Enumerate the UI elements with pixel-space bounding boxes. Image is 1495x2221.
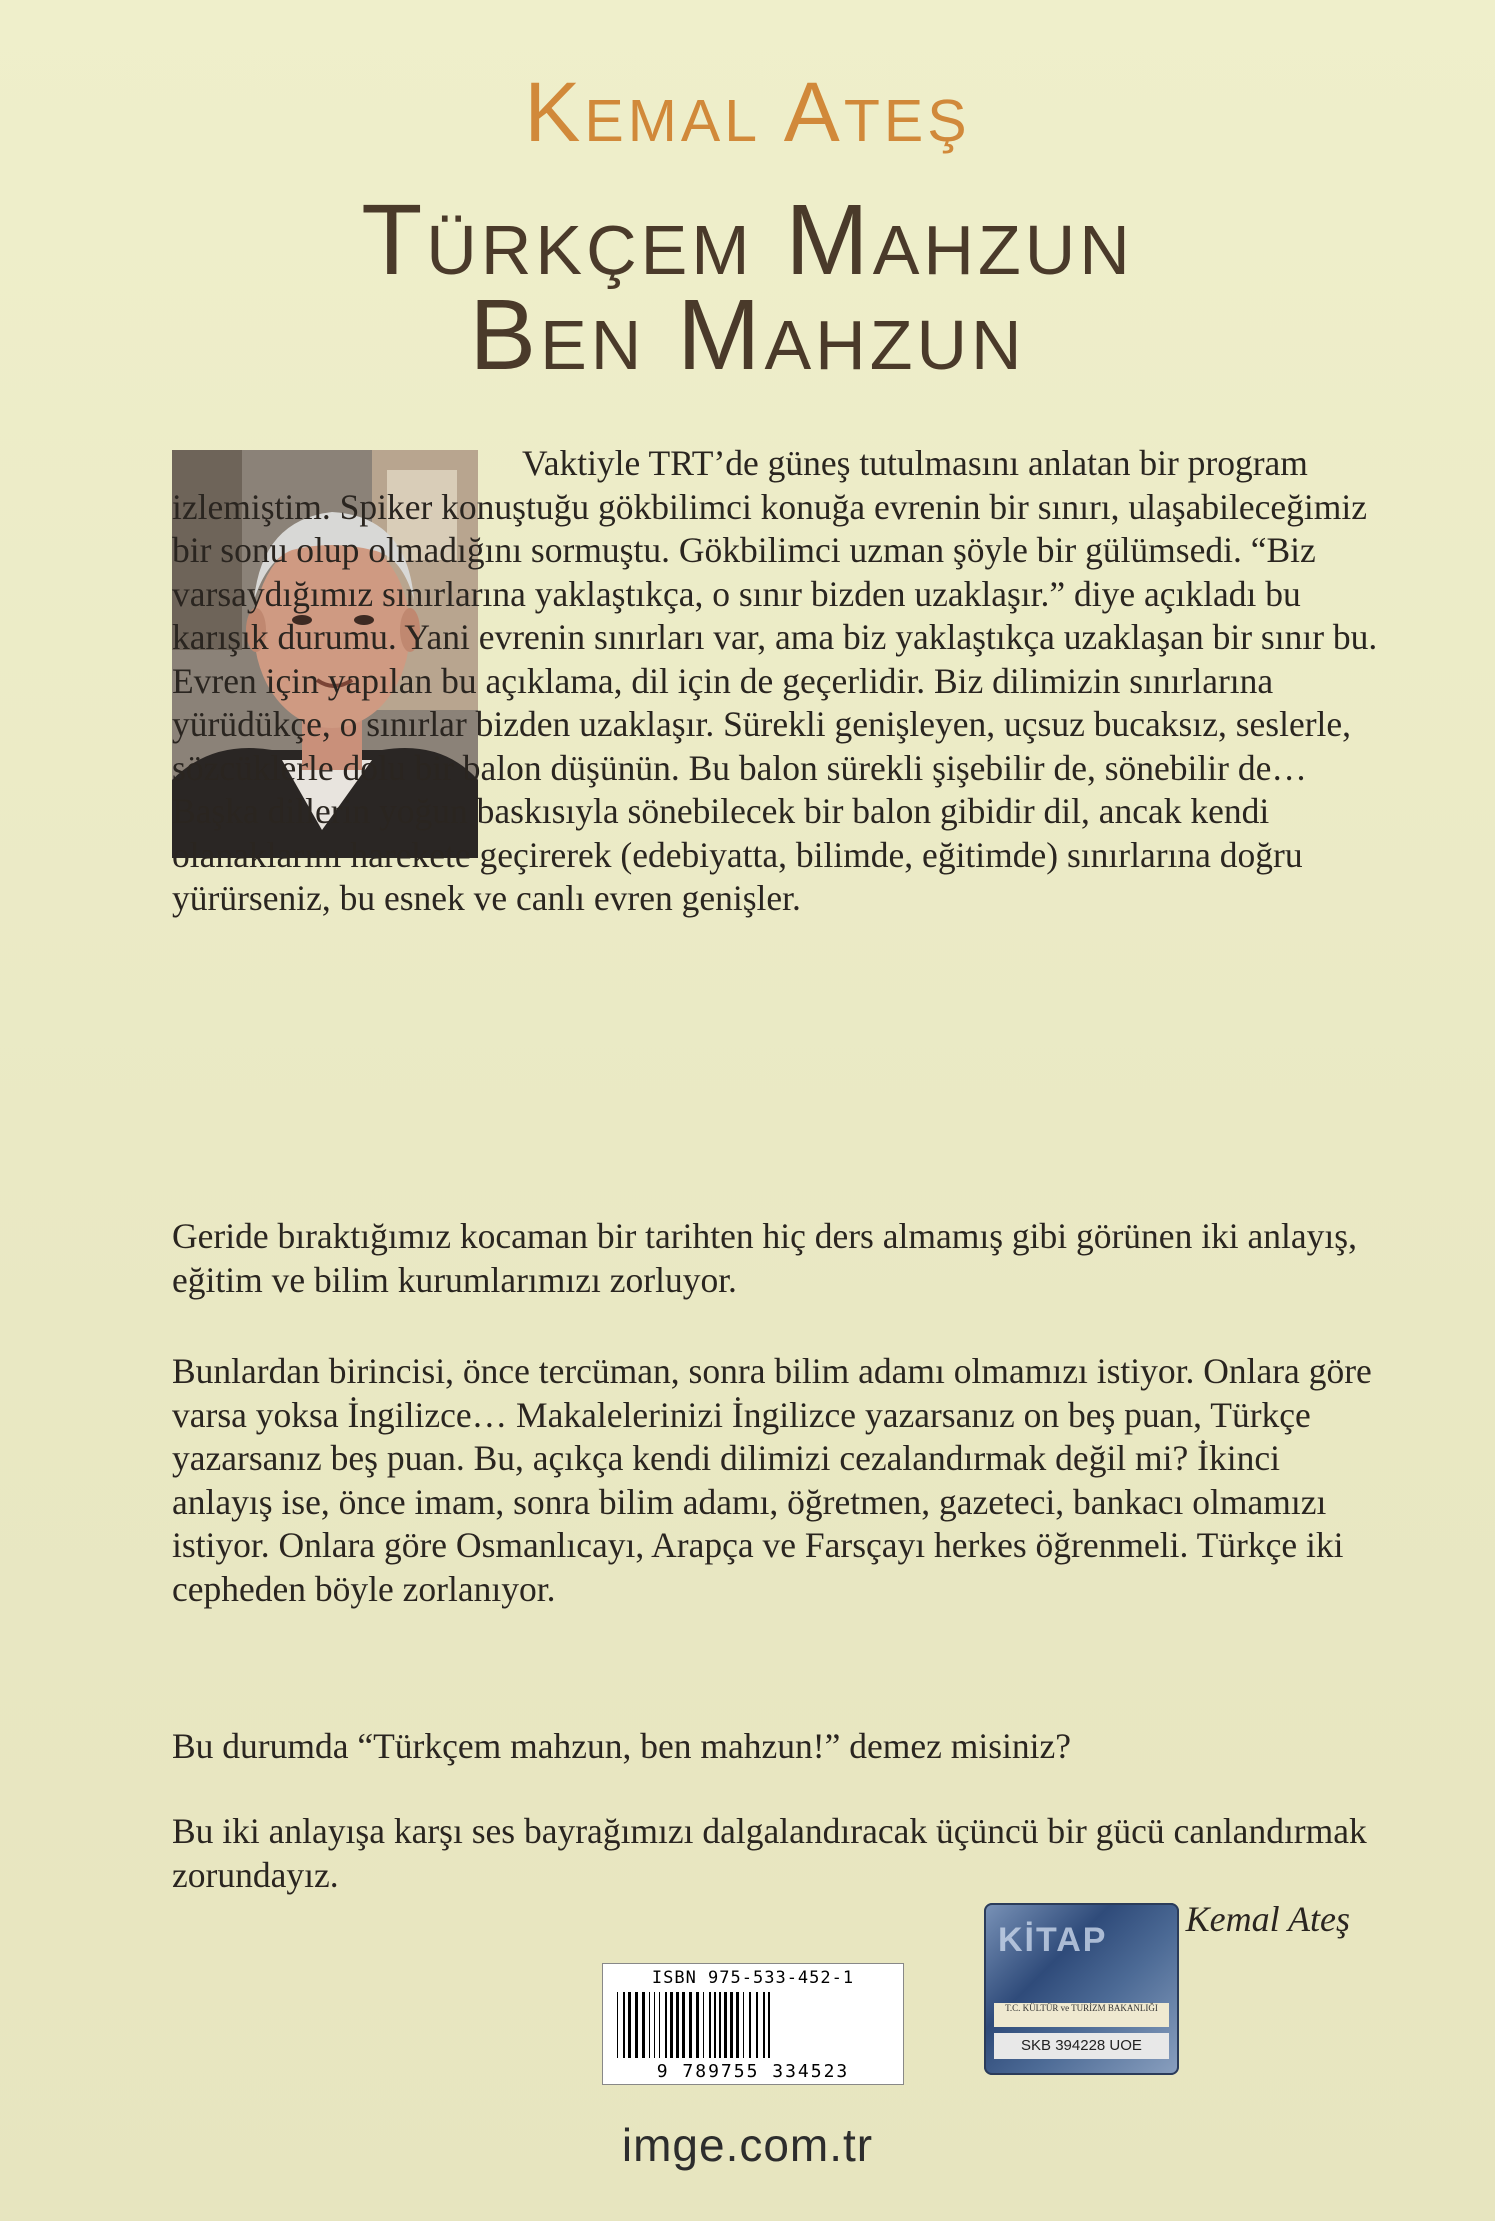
barcode-digits: 9 789755 334523 <box>656 2061 850 2082</box>
ministry-hologram-sticker <box>984 1903 1179 2075</box>
barcode-bar <box>617 1992 618 2058</box>
barcode-bar <box>730 1992 733 2058</box>
barcode-bar <box>665 1992 667 2058</box>
barcode-bar <box>768 1992 770 2058</box>
barcode-bar <box>724 1992 727 2058</box>
barcode-bar <box>714 1992 716 2058</box>
author-name: Kemal Ateş <box>524 65 971 159</box>
hologram-brand: KİTAP <box>998 1921 1108 1959</box>
author-signature: Kemal Ateş <box>1185 1899 1350 1939</box>
barcode-bar <box>670 1992 673 2058</box>
hologram-code: SKB 394228 UOE <box>994 2033 1169 2059</box>
barcode-bar <box>628 1992 631 2058</box>
paragraph-1 <box>172 442 1382 921</box>
paragraph-5: Bu iki anlayışa karşı ses bayrağımızı dalgalandıracak üçüncü bir gücü canlandırmak zorundayız. <box>172 1811 1367 1895</box>
barcode-bar <box>743 1992 744 2058</box>
isbn-label: ISBN 975-533-452-1 <box>651 1968 855 1988</box>
publisher-website: imge.com.tr <box>621 2119 874 2171</box>
barcode-bar <box>623 1992 625 2058</box>
paragraph-3: Bunlardan birincisi, önce tercüman, sonra bilim adamı olmamızı istiyor. Onlara göre varsa yoksa İngilizce… Makalelerinizi İngilizce yazarsanız on beş puan, Türkçe yazarsanız beş puan. Bu, açıkça kendi dilimizi cezalandırmak değil mi? İkinci anlayış ise, önce imam, sonra bilim adamı, öğretmen, gazeteci, bankacı olmamızı istiyor. Onlara göre Osmanlıcayı, Arapça ve Farsçayı herkes öğrenmeli. Türkçe iki cepheden böyle zorlanıyor. <box>172 1351 1372 1609</box>
isbn-barcode <box>602 1963 904 2085</box>
barcode-bar <box>676 1992 679 2058</box>
barcode-bar <box>689 1992 692 2058</box>
barcode-bars <box>617 1992 889 2058</box>
barcode-bar <box>749 1992 751 2058</box>
barcode-bar <box>709 1992 711 2058</box>
book-title-line-2: Ben Mahzun <box>469 279 1026 391</box>
barcode-bar <box>703 1992 704 2058</box>
barcode-bar <box>642 1992 645 2058</box>
barcode-bar <box>696 1992 699 2058</box>
paragraph-2: Geride bıraktığımız kocaman bir tarihten hiç ders almamış gibi görünen iki anlayış, eğitim ve bilim kurumlarımızı zorluyor. <box>172 1216 1357 1300</box>
barcode-bar <box>649 1992 650 2058</box>
paragraph-1-text: Vaktiyle TRT’de güneş tutulmasını anlatan bir program izlemiştim. Spiker konuştuğu gökbilimci konuğa evrenin bir sınırı, ulaşabileceğimiz bir sonu olup olmadığını sormuştu. Gökbilimci uzman şöyle bir gülümsedi. “Biz varsaydığımız sınırlarına yaklaştıkça, o sınır bizden uzaklaşır.” diye açıkladı bu karışık durumu. Yani evrenin sınırları var, ama biz yaklaştıkça uzaklaşan bir sınır bu. Evren için yapılan bu açıklama, dil için de geçerlidir. Biz dilimizin sınırlarına yürüdükçe, o sınırlar bizden uzaklaşır. Sürekli genişleyen, uçsuz bucaksız, seslerle, sözcüklerle dolu bir balon düşünün. Bu balon sürekli şişebilir de, sönebilir de… Başka dillerin yoğun baskısıyla sönebilecek bir balon gibidir dil, ancak kendi olanaklarını harekete geçirerek (edebiyatta, bilimde, eğitimde) sınırlarına doğru yürürseniz, bu esnek ve canlı evren genişler. <box>172 443 1378 918</box>
barcode-bar <box>736 1992 739 2058</box>
barcode-bar <box>756 1992 758 2058</box>
barcode-bar <box>635 1992 638 2058</box>
barcode-bar <box>763 1992 765 2058</box>
barcode-bar <box>659 1992 660 2058</box>
barcode-bar <box>719 1992 721 2058</box>
barcode-bar <box>654 1992 655 2058</box>
hologram-ministry: T.C. KÜLTÜR ve TURİZM BAKANLIĞI <box>994 2003 1169 2027</box>
paragraph-4: Bu durumda “Türkçem mahzun, ben mahzun!” demez misiniz? <box>172 1726 1072 1766</box>
book-title-line-1: Türkçem Mahzun <box>361 184 1134 296</box>
barcode-bar <box>682 1992 685 2058</box>
